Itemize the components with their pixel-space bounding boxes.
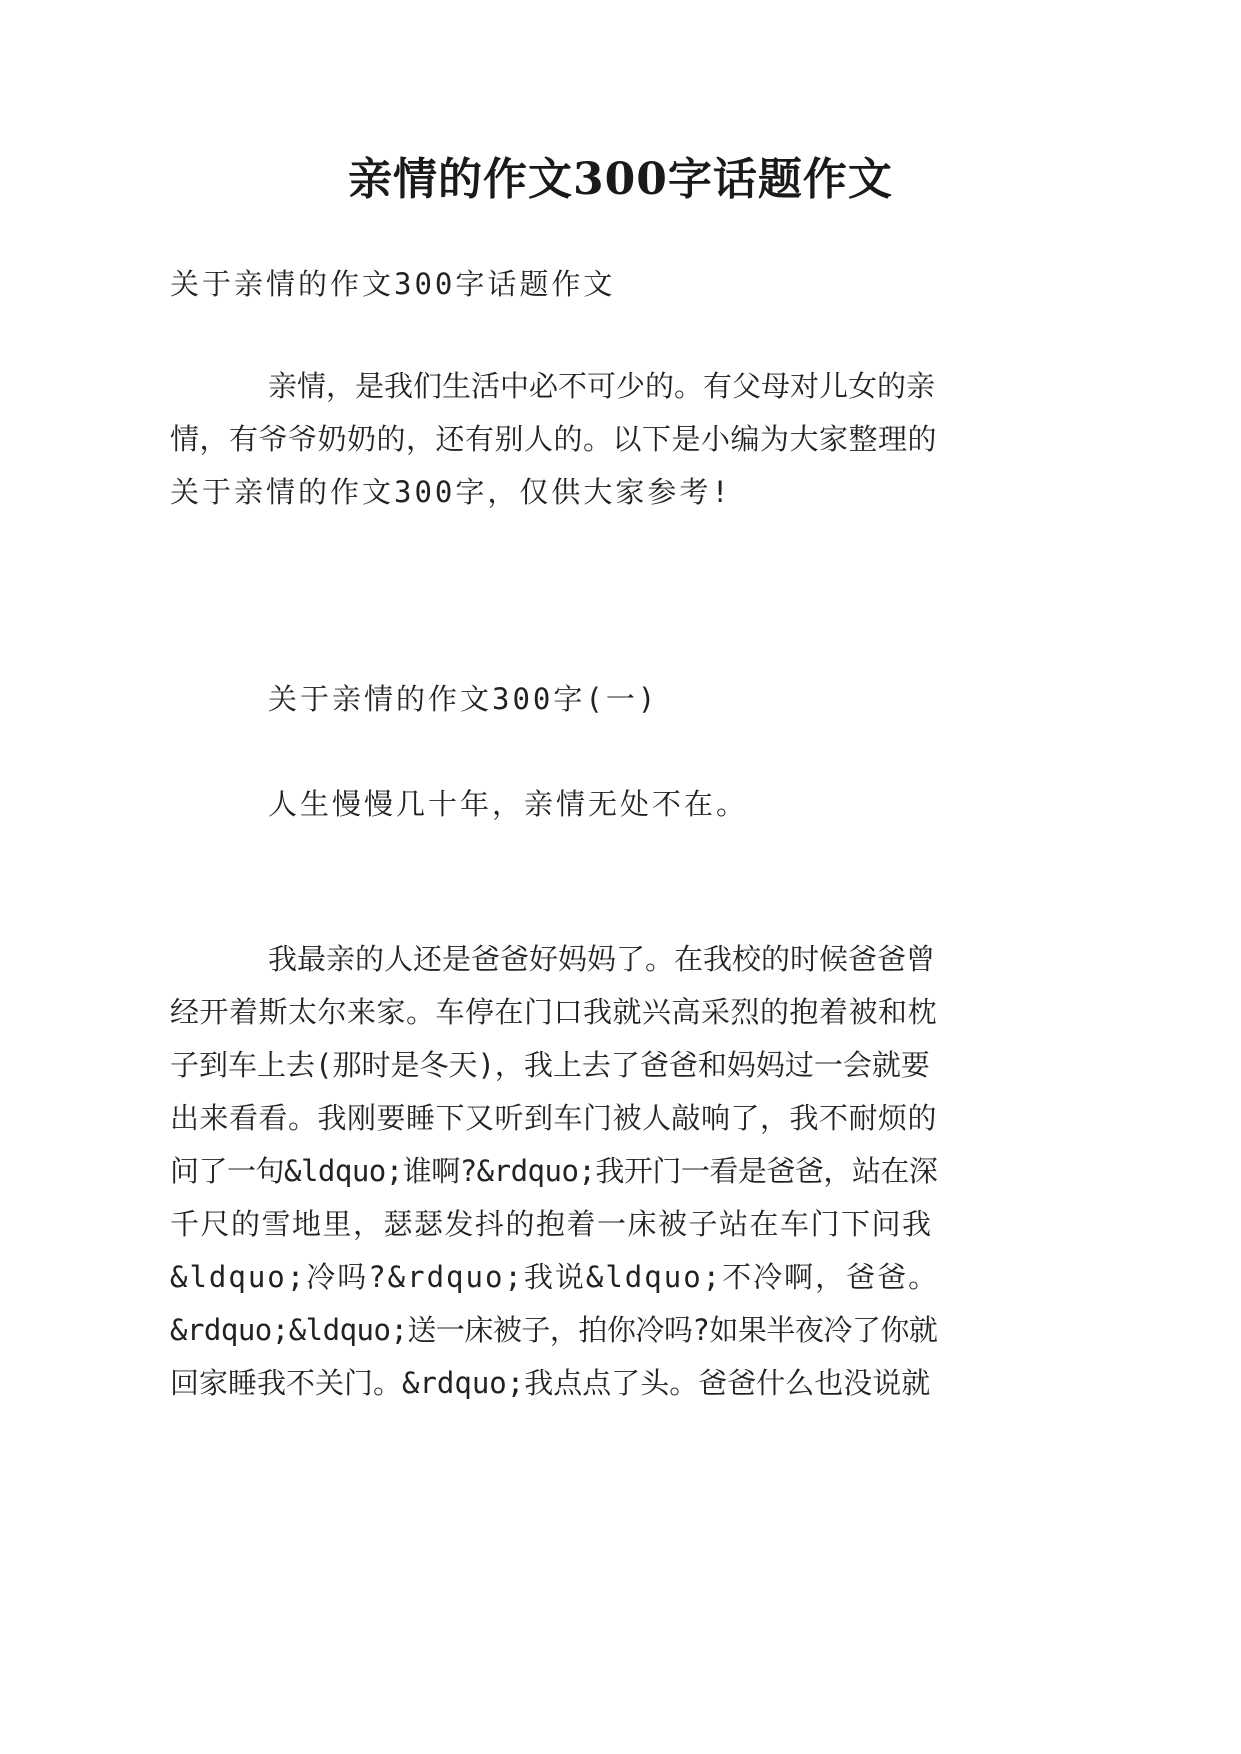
section-heading: 关于亲情的作文300字(一) [268, 682, 659, 716]
paragraph-line: 我最亲的人还是爸爸好妈妈了。在我校的时候爸爸曾 [268, 942, 936, 976]
document-subtitle: 关于亲情的作文300字话题作文 [170, 267, 616, 301]
intro-line: 关于亲情的作文300字，仅供大家参考! [170, 475, 732, 509]
paragraph-line: 子到车上去(那时是冬天)，我上去了爸爸和妈妈过一会就要 [170, 1048, 930, 1082]
intro-line: 亲情，是我们生活中必不可少的。有父母对儿女的亲 [268, 369, 936, 403]
paragraph-line: &rdquo;&ldquo;送一床被子，拍你冷吗?如果半夜冷了你就 [170, 1313, 938, 1347]
paragraph-line: 出来看看。我刚要睡下又听到车门被人敲响了，我不耐烦的 [170, 1101, 938, 1135]
paragraph-line: 问了一句&ldquo;谁啊?&rdquo;我开门一看是爸爸，站在深 [170, 1154, 938, 1188]
paragraph-line: 回家睡我不关门。&rdquo;我点点了头。爸爸什么也没说就 [170, 1366, 931, 1400]
paragraph-line: &ldquo;冷吗?&rdquo;我说&ldquo;不冷啊，爸爸。 [170, 1260, 940, 1294]
intro-line: 情，有爷爷奶奶的，还有别人的。以下是小编为大家整理的 [170, 422, 938, 456]
paragraph-line: 千尺的雪地里，瑟瑟发抖的抱着一床被子站在车门下问我 [170, 1207, 933, 1241]
document-title: 亲情的作文300字话题作文 [348, 154, 893, 205]
paragraph-line: 经开着斯太尔来家。车停在门口我就兴高采烈的抱着被和枕 [170, 995, 938, 1029]
paragraph-line: 人生慢慢几十年，亲情无处不在。 [268, 787, 749, 821]
